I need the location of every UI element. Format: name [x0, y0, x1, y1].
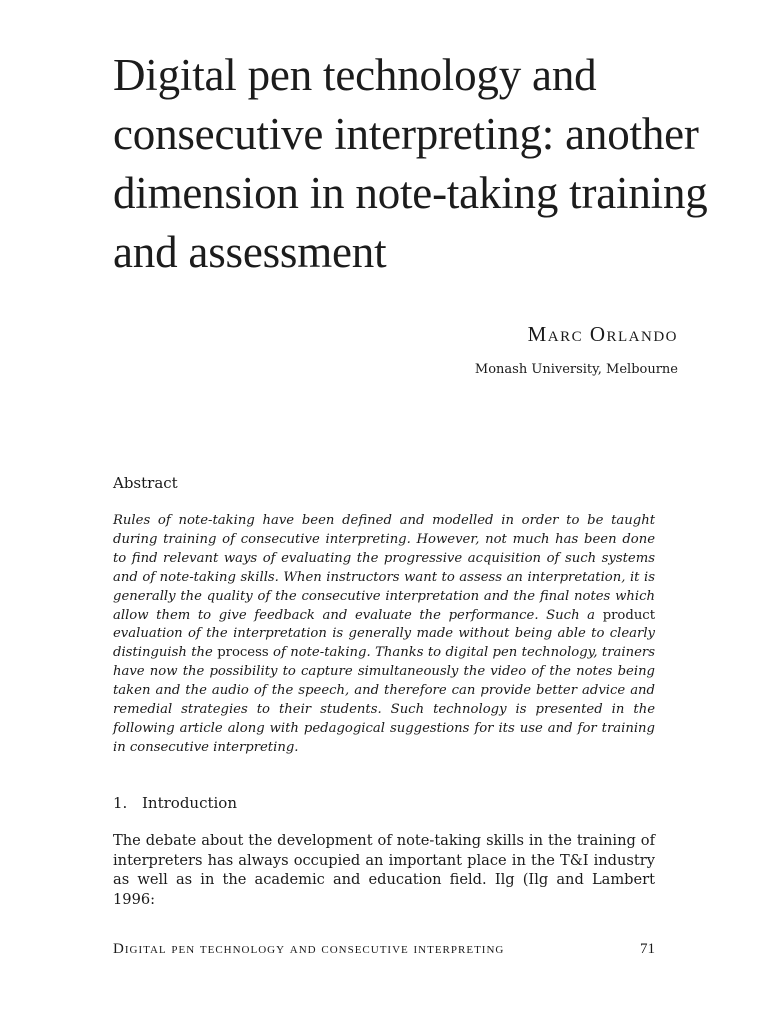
abstract-text-part2: evaluation of the interpretation is generally made without being able to clearly distinguish the	[113, 626, 655, 661]
abstract-emphasis-product: product	[602, 607, 655, 623]
abstract-emphasis-process: process	[217, 645, 269, 661]
abstract-heading: Abstract	[113, 474, 178, 492]
abstract-body	[113, 512, 655, 758]
section-title: Introduction	[142, 794, 237, 812]
running-footer-title: Digital pen technology and consecutive interpreting	[113, 941, 505, 957]
body-paragraph: The debate about the development of note-taking skills in the training of interpreters has always occupied an important place in the T&I industry as well as in the academic and education field. Ilg (Ilg and Lambert 1996:	[113, 832, 655, 908]
author-affiliation: Monash University, Melbourne	[474, 362, 678, 377]
abstract-text-part3: of note-taking. Thanks to digital pen technology, trainers have now the possibility to capture simultaneously the video of the notes being taken and the audio of the speech, and therefore can provide better advice and remedial strategies to their students. Such technology is presented in the following article along with pedagogical suggestions for its use and for training in consecutive interpreting.	[113, 645, 655, 755]
section-heading	[113, 794, 237, 812]
page-number: 71	[640, 941, 655, 957]
section-number: 1.	[113, 794, 128, 812]
abstract-text-part1: Rules of note-taking have been defined and modelled in order to be taught during training of consecutive interpreting. However, not much has been done to find relevant ways of evaluating the progressive acquisition of such systems and of note-taking skills. When instructors want to assess an interpretation, it is generally the quality of the consecutive interpretation and the final notes which allow them to give feedback and evaluate the performance. Such a	[113, 513, 655, 623]
article-title: Digital pen technology and consecutive interpreting: another dimension in note-taking training and assessment	[113, 50, 708, 277]
author-name: Marc Orlando	[527, 322, 678, 346]
